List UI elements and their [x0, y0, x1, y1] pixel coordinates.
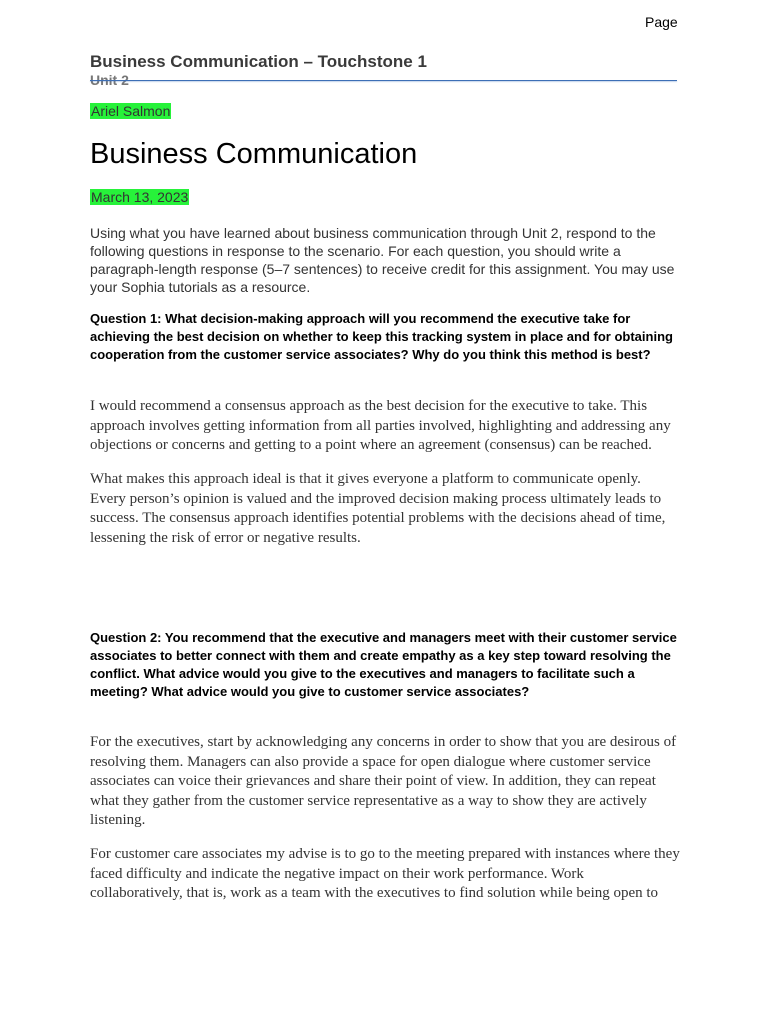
date-highlight: March 13, 2023 [91, 189, 189, 205]
document-title: Business Communication [90, 138, 418, 170]
question-1: Question 1: What decision-making approach will you recommend the executive take for achieving the best decision on whether to keep this tracking system in place and for obtaining cooperation from the customer service associates? Why do you think this method is best? [90, 311, 673, 362]
answer-1-paragraph-2: What makes this approach ideal is that it gives everyone a platform to communicate openly. Every person’s opinion is valued and the improved decision making process ultimately leads to success. The consensus approach identifies potential problems with the decisions ahead of time, lessening the risk of error or negative results. [90, 471, 666, 546]
document-date [90, 189, 189, 205]
question-2: Question 2: You recommend that the executive and managers meet with their customer service associates to better connect with them and create empathy as a key step toward resolving the conflict. What advice would you give to the executives and managers to facilitate such a meeting? What advice would you give to customer service associates? [90, 630, 677, 699]
answer-2-paragraph-2: For customer care associates my advise is to go to the meeting prepared with instances where they faced difficulty and indicate the negative impact on their work performance. Work collaboratively, that is, work as a team with the executives to find solution while being open to [90, 846, 680, 901]
header-subtitle-clipped: Unit 2 [90, 72, 129, 88]
author-name [90, 103, 171, 119]
author-highlight: Ariel Salmon [91, 103, 171, 119]
page-label: Page [645, 14, 678, 30]
header-divider [90, 80, 677, 81]
answer-1-paragraph-1: I would recommend a consensus approach as the best decision for the executive to take. This approach involves getting information from all parties involved, highlighting and addressing any objections or concerns and getting to a point where an agreement (consensus) can be reached. [90, 398, 671, 453]
answer-2-paragraph-1: For the executives, start by acknowledging any concerns in order to show that you are desirous of resolving them. Managers can also provide a space for open dialogue where customer service associates can voice their grievances and share their point of view. In addition, they can repeat what they gather from the customer service representative as a way to show they are actively listening. [90, 734, 677, 828]
intro-paragraph: Using what you have learned about business communication through Unit 2, respond to the following questions in response to the scenario. For each question, you should write a paragraph-length response (5–7 sentences) to receive credit for this assignment. You may use your Sophia tutorials as a resource. [90, 225, 675, 295]
header-title: Business Communication – Touchstone 1 [90, 52, 427, 71]
